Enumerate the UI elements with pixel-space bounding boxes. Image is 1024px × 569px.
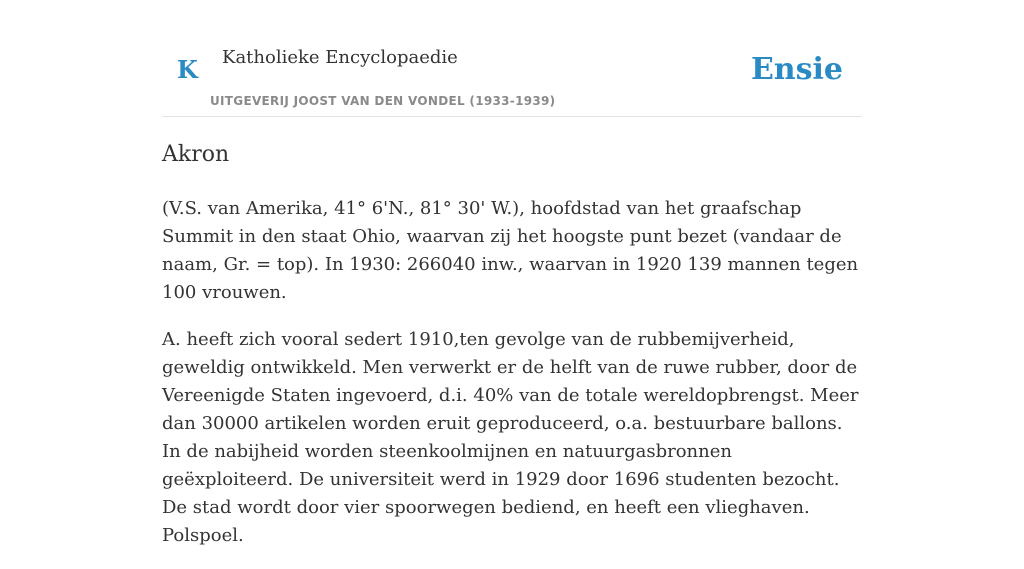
book-logo[interactable]: K (177, 55, 198, 84)
article-paragraph: (V.S. van Amerika, 41° 6'N., 81° 30' W.), hoofdstad van het graafschap Summit in den staat Ohio, waarvan zij het hoogste punt bezet (vandaar de naam, Gr. = top). In 1930: 266040 inw., waarvan in 1920 139 mannen tegen 100 vrouwen. (162, 198, 859, 303)
site-header (162, 0, 862, 117)
publisher-label: UITGEVERIJ JOOST VAN DEN VONDEL (1933-1939) (210, 94, 556, 108)
ensie-brand-logo[interactable]: Ensie (750, 52, 843, 87)
article-paragraph: A. heeft zich vooral sedert 1910,ten gevolge van de rubbemijverheid, geweldig ontwikkeld. Men verwerkt er de helft van de ruwe rubber, door de Vereenigde Staten ingevoerd, d.i. 40% van de totale wereldopbrengst. Meer dan 30000 artikelen worden eruit geproduceerd, o.a. bestuurbare ballons. In de nabijheid worden steenkoolmijnen en natuurgasbronnen geëxploiteerd. De universiteit werd in 1929 door 1696 studenten bezocht. De stad wordt door vier spoorwegen bediend, en heeft een vlieghaven. Polspoel. (162, 329, 859, 546)
article-title: Akron (162, 142, 230, 167)
book-title-link[interactable]: Katholieke Encyclopaedie (222, 47, 458, 68)
article-content (162, 140, 862, 569)
